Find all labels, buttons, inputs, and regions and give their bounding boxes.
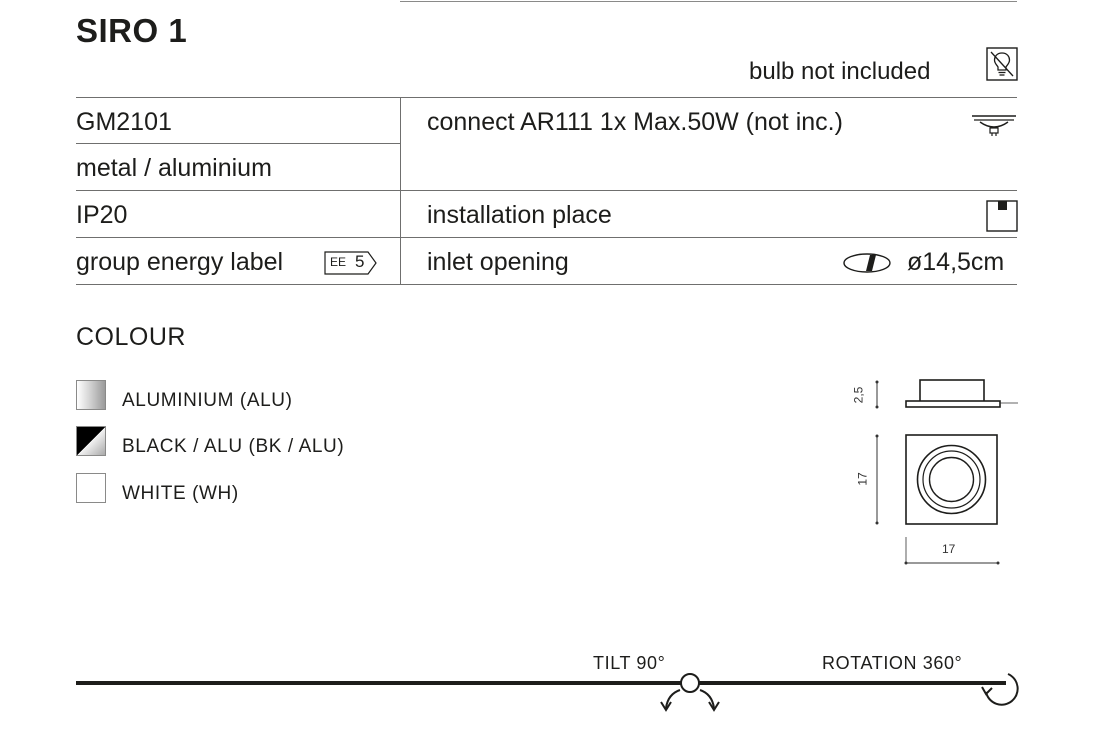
installation-place: installation place — [427, 201, 612, 229]
inlet-opening-value: ø14,5cm — [907, 248, 1005, 276]
colour-option-white: WHITE (WH) — [122, 483, 239, 504]
connection-spec: connect AR111 1x Max.50W (not inc.) — [427, 108, 843, 136]
colour-option-aluminium: ALUMINIUM (ALU) — [122, 390, 293, 411]
dimension-height: 2,5 — [851, 386, 866, 404]
dimension-width: 17 — [942, 542, 956, 556]
energy-label-text: group energy label — [76, 248, 284, 276]
dimension-depth: 17 — [855, 472, 870, 486]
swatch-white — [76, 473, 106, 503]
no-bulb-icon — [986, 47, 1018, 81]
table-rule-left-1 — [76, 143, 400, 144]
table-rule-2 — [76, 190, 1017, 191]
table-rule-bottom — [76, 284, 1017, 285]
inlet-opening-label: inlet opening — [427, 248, 569, 276]
bulb-note: bulb not included — [749, 58, 931, 85]
ceiling-installation-icon — [986, 200, 1018, 232]
energy-badge — [324, 251, 378, 275]
bottom-bar — [76, 681, 1006, 685]
table-rule-top — [76, 97, 1017, 98]
inlet-opening-icon — [842, 252, 892, 274]
colour-heading: COLOUR — [76, 323, 186, 351]
product-title: SIRO 1 — [76, 12, 188, 49]
tilt-label: TILT 90° — [593, 653, 666, 673]
table-divider — [400, 97, 401, 284]
swatch-aluminium — [76, 380, 106, 410]
ip-rating: IP20 — [76, 201, 128, 229]
swatch-black-alu — [76, 426, 106, 456]
product-code: GM2101 — [76, 108, 172, 136]
tilt-icon — [656, 670, 726, 718]
technical-drawing — [840, 370, 1030, 575]
colour-option-black-alu: BLACK / ALU (BK / ALU) — [122, 436, 345, 457]
energy-badge-prefix: EE — [330, 255, 347, 269]
top-rule — [400, 1, 1017, 2]
rotation-label: ROTATION 360° — [822, 653, 963, 673]
table-rule-3 — [76, 237, 1017, 238]
rotation-icon — [978, 666, 1024, 712]
product-material: metal / aluminium — [76, 154, 272, 182]
ar111-bulb-icon — [970, 112, 1018, 138]
energy-badge-class: 5 — [355, 252, 365, 271]
